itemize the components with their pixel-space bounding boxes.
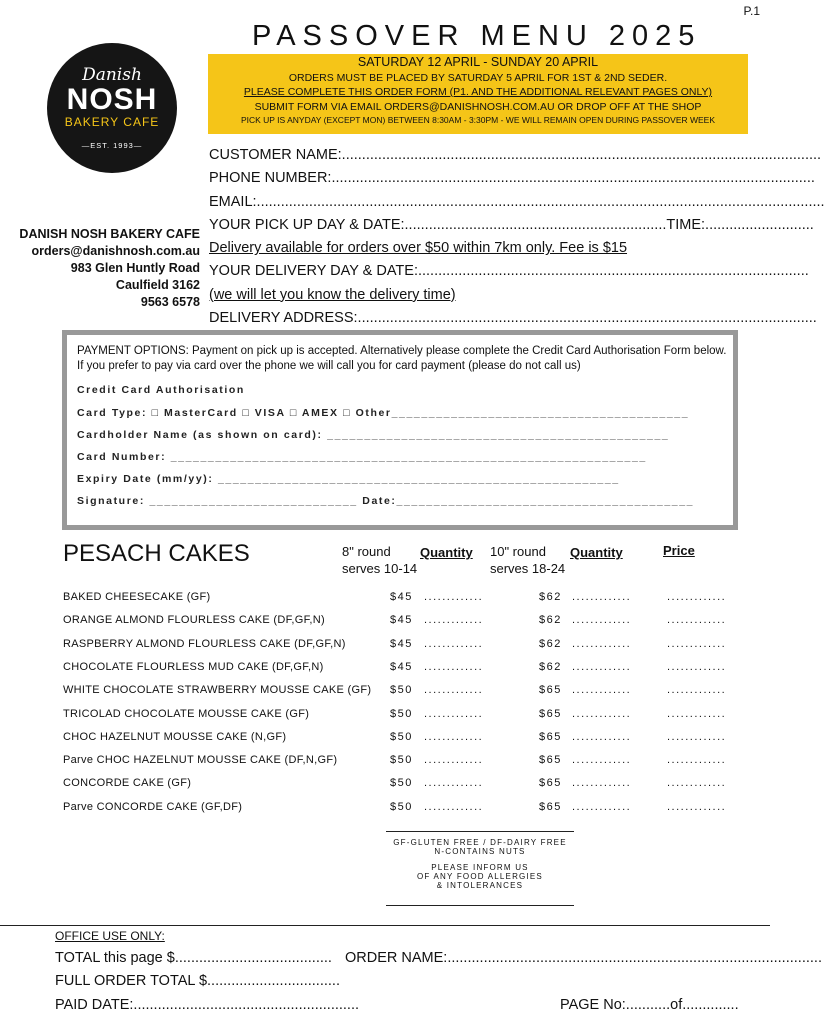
col-8-line1: 8" round xyxy=(342,544,391,559)
phone-field[interactable]: PHONE NUMBER:........................................................................................................................ xyxy=(209,170,815,187)
legend-allergy xyxy=(386,863,574,890)
cake-name: WHITE CHOCOLATE STRAWBERRY MOUSSE CAKE (GF) xyxy=(63,684,372,696)
delivery-time-note: (we will let you know the delivery time) xyxy=(209,286,456,303)
cake-name: Parve CHOC HAZELNUT MOUSSE CAKE (DF,N,GF) xyxy=(63,754,338,766)
quantity-8-field[interactable]: ............. xyxy=(424,684,484,696)
card-auth-heading: Credit Card Authorisation xyxy=(77,384,245,396)
payment-box xyxy=(62,330,738,530)
col-price: Price xyxy=(663,543,695,558)
quantity-10-field[interactable]: ............. xyxy=(572,801,632,813)
expiry-field[interactable]: Expiry Date (mm/yy): ______________________________________________________ xyxy=(77,473,620,485)
line-price-field[interactable]: ............. xyxy=(667,684,727,696)
price-10-round: $62 xyxy=(539,591,562,603)
bakery-logo xyxy=(47,43,177,173)
total-page-field[interactable]: TOTAL this page $....................................... xyxy=(55,950,332,966)
price-8-round: $50 xyxy=(390,777,413,789)
full-total-field[interactable]: FULL ORDER TOTAL $................................. xyxy=(55,973,340,989)
quantity-8-field[interactable]: ............. xyxy=(424,731,484,743)
cake-name: TRICOLAD CHOCOLATE MOUSSE CAKE (GF) xyxy=(63,708,310,720)
line-price-field[interactable]: ............. xyxy=(667,638,727,650)
quantity-10-field[interactable]: ............. xyxy=(572,777,632,789)
banner-pickup: PICK UP IS ANYDAY (EXCEPT MON) BETWEEN 8:30AM - 3:30PM - WE WILL REMAIN OPEN DURING PASSOVER WEEK xyxy=(240,115,716,125)
legend-line1: GF-GLUTEN FREE / DF-DAIRY FREE xyxy=(393,838,567,847)
quantity-8-field[interactable]: ............. xyxy=(424,661,484,673)
line-price-field[interactable]: ............. xyxy=(667,731,727,743)
price-8-round: $45 xyxy=(390,661,413,673)
cake-name: Parve CONCORDE CAKE (GF,DF) xyxy=(63,801,243,813)
col-10-line1: 10" round xyxy=(490,544,546,559)
paid-date-field[interactable]: PAID DATE:........................................................ xyxy=(55,997,360,1013)
office-use-heading: OFFICE USE ONLY: xyxy=(55,929,165,943)
col-8-line2: serves 10-14 xyxy=(342,561,418,576)
page-title: PASSOVER MENU 2025 xyxy=(252,20,702,52)
col-quantity-8: Quantity xyxy=(420,545,473,560)
shop-address-line1: 983 Glen Huntly Road xyxy=(70,261,200,275)
legend-line5: & INTOLERANCES xyxy=(436,881,524,890)
quantity-10-field[interactable]: ............. xyxy=(572,614,632,626)
price-10-round: $65 xyxy=(539,708,562,720)
cake-name: CONCORDE CAKE (GF) xyxy=(63,777,192,789)
logo-est: —EST. 1993— xyxy=(81,141,143,150)
signature-field[interactable]: Signature: ____________________________ Date:________________________________________ xyxy=(77,495,695,507)
cardholder-field[interactable]: Cardholder Name (as shown on card): ______________________________________________ xyxy=(77,429,670,441)
legend-diet xyxy=(386,838,574,856)
price-8-round: $45 xyxy=(390,638,413,650)
col-10-round xyxy=(490,543,565,577)
delivery-date-field[interactable]: YOUR DELIVERY DAY & DATE:................................................................................................. xyxy=(209,263,809,280)
quantity-10-field[interactable]: ............. xyxy=(572,684,632,696)
shop-phone: 9563 6578 xyxy=(140,295,200,309)
shop-details xyxy=(14,226,200,311)
price-10-round: $62 xyxy=(539,661,562,673)
quantity-10-field[interactable]: ............. xyxy=(572,731,632,743)
quantity-10-field[interactable]: ............. xyxy=(572,591,632,603)
shop-name: DANISH NOSH BAKERY CAFE xyxy=(19,227,200,241)
cake-name: RASPBERRY ALMOND FLOURLESS CAKE (DF,GF,N) xyxy=(63,638,346,650)
card-type-field[interactable]: Card Type: □ MasterCard □ VISA □ AMEX □ Other________________________________________ xyxy=(77,407,690,419)
price-10-round: $65 xyxy=(539,777,562,789)
banner-submit: SUBMIT FORM VIA EMAIL ORDERS@DANISHNOSH.COM.AU OR DROP OFF AT THE SHOP xyxy=(254,101,702,113)
cake-name: CHOC HAZELNUT MOUSSE CAKE (N,GF) xyxy=(63,731,287,743)
line-price-field[interactable]: ............. xyxy=(667,614,727,626)
price-10-round: $62 xyxy=(539,638,562,650)
line-price-field[interactable]: ............. xyxy=(667,591,727,603)
payment-options-text: PAYMENT OPTIONS: Payment on pick up is accepted. Alternatively please complete the Credit Card Authorisation Form below. If you prefer to pay via card over the phone we will call you for card payment (please do not call us) xyxy=(77,345,727,372)
page-no-field[interactable]: PAGE No:...........of.............. xyxy=(560,997,739,1013)
info-banner xyxy=(208,54,748,134)
price-8-round: $50 xyxy=(390,684,413,696)
pickup-field[interactable]: YOUR PICK UP DAY & DATE:.................................................................TIME:........................... xyxy=(209,216,814,233)
price-10-round: $65 xyxy=(539,754,562,766)
office-divider xyxy=(0,925,770,926)
line-price-field[interactable]: ............. xyxy=(667,777,727,789)
logo-sub: BAKERY CAFE xyxy=(64,115,160,129)
price-8-round: $45 xyxy=(390,591,413,603)
shop-address-line2: Caulfield 3162 xyxy=(115,278,200,292)
price-8-round: $45 xyxy=(390,614,413,626)
cakes-heading: PESACH CAKES xyxy=(63,540,250,567)
quantity-10-field[interactable]: ............. xyxy=(572,661,632,673)
banner-dates: SATURDAY 12 APRIL - SUNDAY 20 APRIL xyxy=(357,55,599,69)
email-field[interactable]: EMAIL:............................................................................................................................................. xyxy=(209,193,825,210)
price-8-round: $50 xyxy=(390,731,413,743)
price-10-round: $65 xyxy=(539,731,562,743)
line-price-field[interactable]: ............. xyxy=(667,754,727,766)
quantity-8-field[interactable]: ............. xyxy=(424,777,484,789)
banner-deadline: ORDERS MUST BE PLACED BY SATURDAY 5 APRIL FOR 1ST & 2ND SEDER. xyxy=(288,72,668,84)
quantity-8-field[interactable]: ............. xyxy=(424,754,484,766)
quantity-8-field[interactable]: ............. xyxy=(424,708,484,720)
col-quantity-10: Quantity xyxy=(570,545,623,560)
price-10-round: $62 xyxy=(539,614,562,626)
legend-line2: N-CONTAINS NUTS xyxy=(434,847,526,856)
col-10-line2: serves 18-24 xyxy=(490,561,566,576)
price-8-round: $50 xyxy=(390,754,413,766)
quantity-8-field[interactable]: ............. xyxy=(424,591,484,603)
logo-script: Danish xyxy=(82,65,142,85)
logo-main: NOSH xyxy=(66,83,158,116)
cake-name: ORANGE ALMOND FLOURLESS CAKE (DF,GF,N) xyxy=(63,614,325,626)
quantity-8-field[interactable]: ............. xyxy=(424,801,484,813)
price-8-round: $50 xyxy=(390,708,413,720)
page-number-label: P.1 xyxy=(743,4,760,18)
shop-email: orders@danishnosh.com.au xyxy=(31,244,200,258)
customer-name-field[interactable]: CUSTOMER NAME:....................................................................................................................... xyxy=(209,147,822,163)
quantity-8-field[interactable]: ............. xyxy=(424,614,484,626)
quantity-10-field[interactable]: ............. xyxy=(572,638,632,650)
legend-bottom-line xyxy=(386,905,574,906)
order-name-field[interactable]: ORDER NAME:............................................................................................. xyxy=(345,950,822,966)
cake-name: CHOCOLATE FLOURLESS MUD CAKE (DF,GF,N) xyxy=(63,661,324,673)
legend-line3: PLEASE INFORM US xyxy=(431,863,529,872)
price-10-round: $65 xyxy=(539,684,562,696)
legend-line4: OF ANY FOOD ALLERGIES xyxy=(417,872,543,881)
price-8-round: $50 xyxy=(390,801,413,813)
cake-name: BAKED CHEESECAKE (GF) xyxy=(63,591,211,603)
quantity-10-field[interactable]: ............. xyxy=(572,708,632,720)
quantity-8-field[interactable]: ............. xyxy=(424,638,484,650)
line-price-field[interactable]: ............. xyxy=(667,661,727,673)
customer-fields xyxy=(209,145,825,331)
legend-top-line xyxy=(386,831,574,832)
price-10-round: $65 xyxy=(539,801,562,813)
card-number-field[interactable]: Card Number: ________________________________________________________________ xyxy=(77,451,647,463)
quantity-10-field[interactable]: ............. xyxy=(572,754,632,766)
delivery-address-field[interactable]: DELIVERY ADDRESS:.................................................................................................................. xyxy=(209,310,817,327)
line-price-field[interactable]: ............. xyxy=(667,801,727,813)
line-price-field[interactable]: ............. xyxy=(667,708,727,720)
banner-complete-form: PLEASE COMPLETE THIS ORDER FORM (P1. AND THE ADDITIONAL RELEVANT PAGES ONLY) xyxy=(243,86,713,98)
delivery-note: Delivery available for orders over $50 within 7km only. Fee is $15 xyxy=(209,240,628,257)
col-8-round xyxy=(342,543,417,577)
